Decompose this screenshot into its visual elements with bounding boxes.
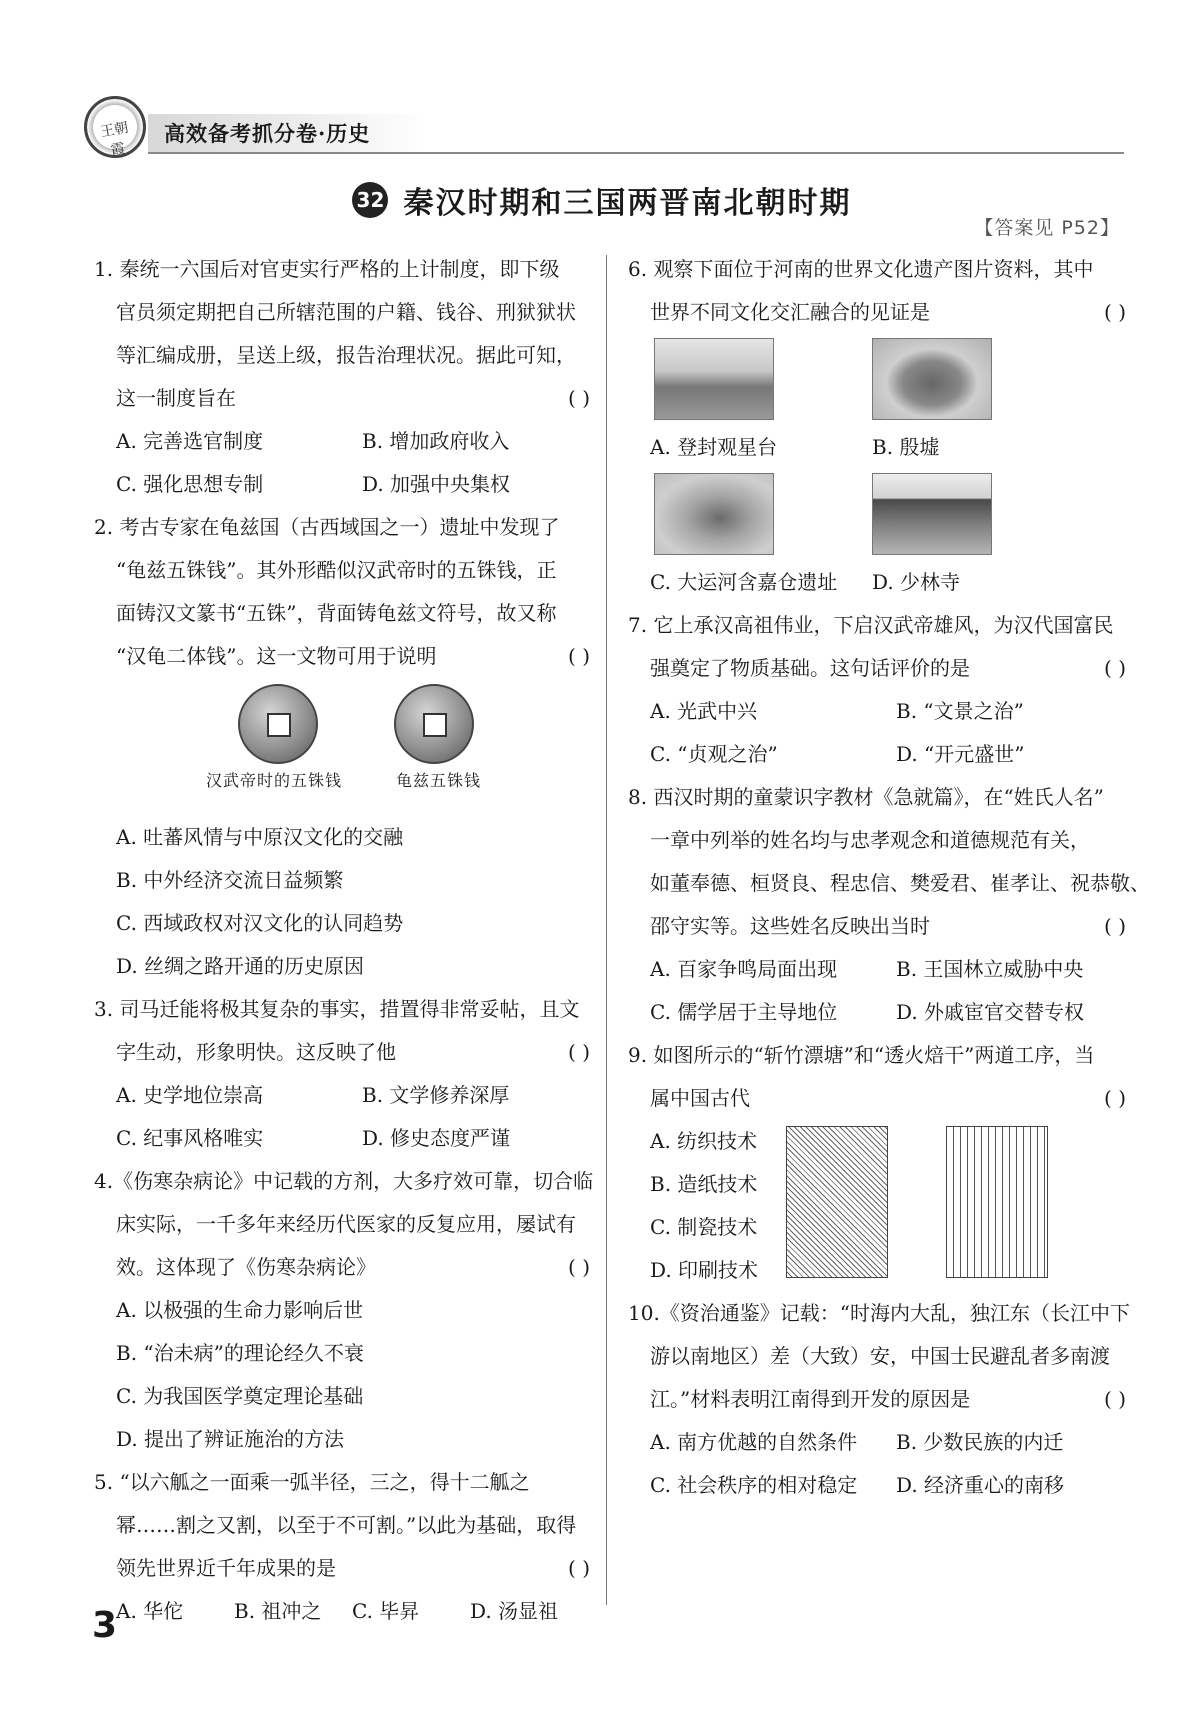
question-line <box>94 1547 590 1590</box>
option-a[interactable]: A. 登封观星台 <box>650 435 778 459</box>
option-d[interactable]: D. 修史态度严谨 <box>362 1126 511 1150</box>
option-d[interactable]: D. 经济重心的南移 <box>896 1473 1065 1497</box>
option-a[interactable]: A. 史学地位崇高 <box>116 1083 264 1107</box>
question-line <box>628 1378 1126 1421</box>
left-column <box>94 248 594 1633</box>
option-d[interactable]: D. 少林寺 <box>872 570 961 594</box>
question-line: “龟兹五铢钱”。其外形酷似汉武帝时的五铢钱，正 <box>116 558 557 582</box>
option-a[interactable]: A. 光武中兴 <box>650 699 758 723</box>
publisher-logo <box>84 96 146 158</box>
answer-reference: 【答案见 P52】 <box>974 217 1120 239</box>
option-c[interactable]: C. 西域政权对汉文化的认同趋势 <box>116 911 404 935</box>
question-line <box>628 1077 1126 1120</box>
question-text: 效。这体现了《伤寒杂病论》 <box>116 1255 376 1279</box>
question-line: 官员须定期把自己所辖范围的户籍、钱谷、刑狱狱状 <box>116 300 576 324</box>
option-row <box>628 426 1126 469</box>
option-d[interactable]: D. 印刷技术 <box>650 1258 759 1282</box>
option-c[interactable]: C. 为我国医学奠定理论基础 <box>116 1384 364 1408</box>
question-text: 邵守实等。这些姓名反映出当时 <box>650 914 930 938</box>
option-b[interactable]: B. 中外经济交流日益频繁 <box>116 868 344 892</box>
answer-bracket[interactable]: ( ) <box>568 644 590 668</box>
question-line <box>94 1031 590 1074</box>
option-a[interactable]: A. 华佗 <box>116 1599 184 1623</box>
fire-drying-woodcut <box>946 1126 1048 1278</box>
photo-row <box>628 334 1126 426</box>
option-b[interactable]: B. 少数民族的内迁 <box>896 1430 1064 1454</box>
option-list <box>650 1120 758 1292</box>
option-c[interactable]: C. 强化思想专制 <box>116 472 264 496</box>
option-row <box>94 463 590 506</box>
option-c[interactable]: C. 毕昇 <box>352 1599 420 1623</box>
option-c[interactable]: C. 大运河含嘉仓遗址 <box>650 570 838 594</box>
answer-bracket[interactable]: ( ) <box>568 1255 590 1279</box>
question-line: 床实际，一千多年来经历代医家的反复应用，屡试有 <box>116 1212 576 1236</box>
question-line <box>94 1246 590 1289</box>
question-line: 2. 考古专家在龟兹国（古西域国之一）遗址中发现了 <box>94 515 560 539</box>
option-c[interactable]: C. 制瓷技术 <box>650 1215 758 1239</box>
option-row <box>94 1074 590 1117</box>
option-a[interactable]: A. 南方优越的自然条件 <box>650 1430 858 1454</box>
question-text: 字生动，形象明快。这反映了他 <box>116 1040 396 1064</box>
section-number-badge: 32 <box>352 182 388 218</box>
option-row <box>628 1421 1126 1464</box>
question-line <box>94 377 590 420</box>
option-row <box>628 733 1126 776</box>
option-b[interactable]: B. “治未病”的理论经久不衰 <box>116 1341 364 1365</box>
option-d[interactable]: D. 加强中央集权 <box>362 472 511 496</box>
option-b[interactable]: B. 文学修养深厚 <box>362 1083 510 1107</box>
answer-bracket[interactable]: ( ) <box>1104 914 1126 938</box>
answer-bracket[interactable]: ( ) <box>568 1556 590 1580</box>
question-line: 1. 秦统一六国后对官吏实行严格的上计制度，即下级 <box>94 257 560 281</box>
question-6 <box>628 248 1126 604</box>
answer-bracket[interactable]: ( ) <box>568 386 590 410</box>
answer-bracket[interactable]: ( ) <box>1104 656 1126 680</box>
column-divider <box>606 255 607 1605</box>
option-d[interactable]: D. 丝绸之路开通的历史原因 <box>116 954 365 978</box>
option-row <box>628 1464 1126 1507</box>
question-line: 5. “以六觚之一面乘一弧半径，三之，得十二觚之 <box>94 1470 530 1494</box>
question-5 <box>94 1461 590 1633</box>
question-text: “汉龟二体钱”。这一文物可用于说明 <box>116 644 437 668</box>
option-d[interactable]: D. 外戚宦官交替专权 <box>896 1000 1085 1024</box>
option-a[interactable]: A. 完善选官制度 <box>116 429 264 453</box>
option-row <box>94 1590 590 1633</box>
question-text: 江。”材料表明江南得到开发的原因是 <box>650 1387 971 1411</box>
logo-text: 王朝霞 <box>99 119 130 159</box>
option-d[interactable]: D. “开元盛世” <box>896 742 1025 766</box>
question-8 <box>628 776 1150 1034</box>
question-line <box>628 291 1126 334</box>
question-line: 8. 西汉时期的童蒙识字教材《急就篇》，在“姓氏人名” <box>628 785 1104 809</box>
qiuci-wuzhu-coin-image <box>394 684 474 764</box>
option-c[interactable]: C. “贞观之治” <box>650 742 778 766</box>
question-2 <box>94 506 590 988</box>
header-rule <box>148 152 1124 154</box>
question-line: 3. 司马迁能将极其复杂的事实，措置得非常妥帖，且文 <box>94 997 580 1021</box>
option-b[interactable]: B. 王国林立威胁中央 <box>896 957 1084 981</box>
option-c[interactable]: C. 社会秩序的相对稳定 <box>650 1473 858 1497</box>
option-row <box>628 991 1126 1034</box>
answer-bracket[interactable]: ( ) <box>568 1040 590 1064</box>
option-row <box>94 1117 590 1160</box>
question-line: 7. 它上承汉高祖伟业，下启汉武帝雄风，为汉代国富民 <box>628 613 1114 637</box>
coin-figure <box>94 678 590 816</box>
yinxu-photo <box>872 338 992 420</box>
question-text: 世界不同文化交汇融合的见证是 <box>650 300 930 324</box>
question-text: 领先世界近千年成果的是 <box>116 1556 336 1580</box>
option-b[interactable]: B. 祖冲之 <box>234 1599 322 1623</box>
question-line: 如董奉德、桓贤良、程忠信、樊爱君、崔孝让、祝恭敬、 <box>650 871 1150 895</box>
question-7 <box>628 604 1126 776</box>
question-line <box>628 647 1126 690</box>
question-line: 幂……割之又割，以至于不可割。”以此为基础，取得 <box>116 1513 577 1537</box>
observatory-photo <box>654 338 774 420</box>
option-a[interactable]: A. 百家争鸣局面出现 <box>650 957 838 981</box>
option-a[interactable]: A. 以极强的生命力影响后世 <box>116 1298 364 1322</box>
option-b[interactable]: B. 造纸技术 <box>650 1172 758 1196</box>
han-wuzhu-coin-image <box>238 684 318 764</box>
question-line <box>94 635 590 678</box>
bamboo-soaking-woodcut <box>786 1126 888 1278</box>
option-row <box>628 948 1126 991</box>
photo-row <box>628 469 1126 561</box>
option-a[interactable]: A. 纺织技术 <box>650 1129 758 1153</box>
question-line: 面铸汉文篆书“五铢”，背面铸龟兹文符号，故又称 <box>116 601 557 625</box>
option-c[interactable]: C. 儒学居于主导地位 <box>650 1000 838 1024</box>
option-b[interactable]: B. 殷墟 <box>872 435 940 459</box>
option-b[interactable]: B. “文景之治” <box>896 699 1024 723</box>
question-line: 游以南地区）差（大致）安，中国士民避乱者多南渡 <box>650 1344 1110 1368</box>
answer-bracket[interactable]: ( ) <box>1104 300 1126 324</box>
answer-bracket[interactable]: ( ) <box>1104 1086 1126 1110</box>
question-10 <box>628 1292 1131 1507</box>
question-line: 6. 观察下面位于河南的世界文化遗产图片资料，其中 <box>628 257 1094 281</box>
coin-caption: 汉武帝时的五铢钱 <box>206 771 343 790</box>
papermaking-figure-block <box>628 1120 1126 1292</box>
option-d[interactable]: D. 提出了辨证施治的方法 <box>116 1427 345 1451</box>
option-b[interactable]: B. 增加政府收入 <box>362 429 510 453</box>
question-line: 等汇编成册，呈送上级，报告治理状况。据此可知， <box>116 343 576 367</box>
option-row <box>94 420 590 463</box>
question-line <box>628 905 1126 948</box>
question-line: 10.《资治通鉴》记载：“时海内大乱，独江东（长江中下 <box>628 1301 1131 1325</box>
question-text: 属中国古代 <box>650 1086 750 1110</box>
option-d[interactable]: D. 汤显祖 <box>470 1599 559 1623</box>
option-c[interactable]: C. 纪事风格唯实 <box>116 1126 264 1150</box>
question-line: 9. 如图所示的“斩竹漂塘”和“透火焙干”两道工序，当 <box>628 1043 1095 1067</box>
question-line: 4.《伤寒杂病论》中记载的方剂，大多疗效可靠，切合临 <box>94 1169 594 1193</box>
question-text: 强奠定了物质基础。这句话评价的是 <box>650 656 970 680</box>
question-1 <box>94 248 590 506</box>
answer-bracket[interactable]: ( ) <box>1104 1387 1126 1411</box>
question-line: 一章中列举的姓名均与忠孝观念和道德规范有关， <box>650 828 1090 852</box>
granary-site-photo <box>654 473 774 555</box>
question-9 <box>628 1034 1126 1292</box>
option-a[interactable]: A. 吐蕃风情与中原汉文化的交融 <box>116 825 404 849</box>
question-4 <box>94 1160 594 1461</box>
shaolin-temple-photo <box>872 473 992 555</box>
page-number: 3 <box>92 1605 118 1646</box>
header-title: 高效备考抓分卷·历史 <box>164 121 371 146</box>
question-3 <box>94 988 590 1160</box>
coin-caption: 龟兹五铢钱 <box>396 771 482 790</box>
question-text: 这一制度旨在 <box>116 386 236 410</box>
section-title-text: 秦汉时期和三国两晋南北朝时期 <box>403 186 852 221</box>
right-column <box>628 248 1150 1507</box>
option-row <box>628 690 1126 733</box>
page-header <box>84 96 1124 159</box>
option-row <box>628 561 1126 604</box>
